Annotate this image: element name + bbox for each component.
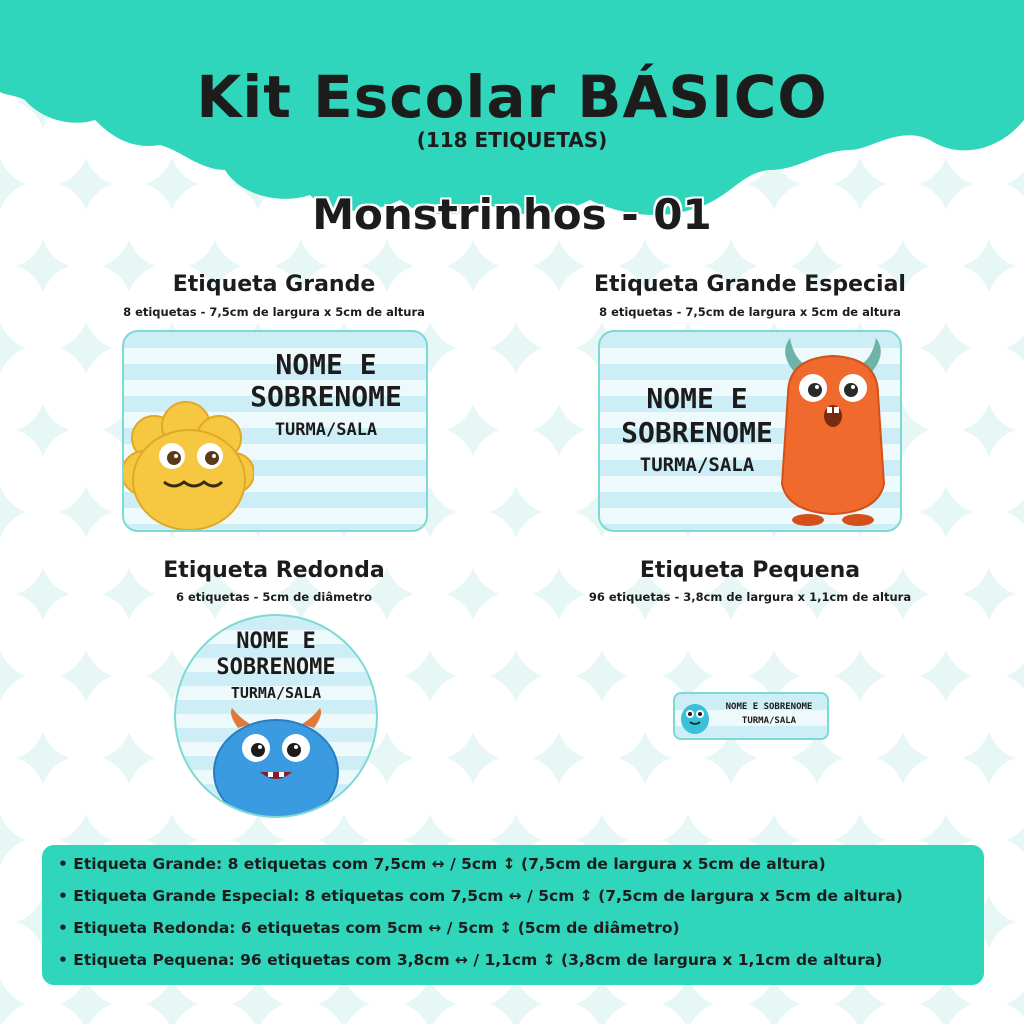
blue-monster-icon	[206, 708, 346, 818]
label-surname: SOBRENOME	[216, 655, 336, 680]
star-decoration	[533, 732, 585, 784]
info-line-grande: • Etiqueta Grande: 8 etiquetas com 7,5cm ↔ / 5cm ↕ (7,5cm de largura x 5cm de altura)	[58, 855, 826, 873]
label-name: NOME E	[275, 348, 377, 381]
star-decoration	[834, 650, 886, 702]
star-decoration	[17, 732, 69, 784]
info-box	[42, 845, 984, 985]
section-title-especial: Etiqueta Grande Especial	[594, 272, 906, 297]
star-decoration	[60, 486, 112, 538]
label-class: TURMA/SALA	[230, 684, 322, 702]
label-name: NOME E	[646, 382, 748, 415]
section-title-grande: Etiqueta Grande	[172, 272, 376, 297]
section-desc-especial: 8 etiquetas - 7,5cm de largura x 5cm de altura	[599, 305, 901, 319]
label-surname: SOBRENOME	[621, 416, 773, 449]
star-decoration	[533, 404, 585, 456]
theme-title: Monstrinhos - 01	[312, 190, 712, 239]
star-decoration	[920, 650, 972, 702]
label-class: TURMA/SALA	[274, 420, 378, 440]
page-subtitle: (118 ETIQUETAS)	[416, 128, 608, 152]
star-decoration	[1006, 814, 1024, 866]
star-decoration	[0, 814, 26, 866]
page-title: Kit Escolar BÁSICO	[196, 63, 828, 131]
blue-monster-icon	[677, 697, 713, 735]
star-decoration	[920, 486, 972, 538]
star-decoration	[1006, 978, 1024, 1024]
section-title-redonda: Etiqueta Redonda	[163, 558, 385, 583]
star-decoration	[17, 404, 69, 456]
section-desc-grande: 8 etiquetas - 7,5cm de largura x 5cm de altura	[123, 305, 425, 319]
info-line-especial: • Etiqueta Grande Especial: 8 etiquetas com 7,5cm ↔ / 5cm ↕ (7,5cm de largura x 5cm de altura)	[58, 887, 903, 905]
star-decoration	[576, 650, 628, 702]
section-desc-redonda: 6 etiquetas - 5cm de diâmetro	[176, 590, 372, 604]
label-pequena-preview	[673, 692, 829, 740]
star-decoration	[60, 322, 112, 374]
star-decoration	[490, 322, 542, 374]
label-redonda-preview	[174, 614, 378, 818]
star-decoration	[490, 650, 542, 702]
star-decoration	[103, 732, 155, 784]
star-decoration	[963, 240, 1015, 292]
star-decoration	[1006, 322, 1024, 374]
star-decoration	[0, 650, 26, 702]
orange-monster-icon	[768, 334, 898, 526]
info-line-redonda: • Etiqueta Redonda: 6 etiquetas com 5cm ↔ / 5cm ↕ (5cm de diâmetro)	[58, 919, 680, 937]
star-decoration	[60, 650, 112, 702]
star-decoration	[447, 404, 499, 456]
star-decoration	[619, 732, 671, 784]
star-decoration	[0, 978, 26, 1024]
star-decoration	[404, 650, 456, 702]
star-decoration	[0, 486, 26, 538]
star-decoration	[1006, 486, 1024, 538]
star-decoration	[490, 486, 542, 538]
star-decoration	[963, 568, 1015, 620]
label-surname: SOBRENOME	[250, 380, 402, 413]
star-decoration	[877, 732, 929, 784]
label-grande-preview	[122, 330, 428, 532]
label-name: NOME E SOBRENOME	[725, 702, 813, 712]
yellow-monster-icon	[124, 398, 254, 530]
label-class: TURMA/SALA	[639, 454, 755, 476]
section-title-pequena: Etiqueta Pequena	[639, 558, 861, 583]
star-decoration	[0, 322, 26, 374]
star-decoration	[963, 404, 1015, 456]
star-decoration	[920, 322, 972, 374]
section-desc-pequena: 96 etiquetas - 3,8cm de largura x 1,1cm de altura	[588, 590, 912, 604]
star-decoration	[963, 732, 1015, 784]
label-class: TURMA/SALA	[741, 716, 797, 726]
star-decoration	[447, 732, 499, 784]
info-line-pequena: • Etiqueta Pequena: 96 etiquetas com 3,8cm ↔ / 1,1cm ↕ (3,8cm de largura x 1,1cm de altura)	[58, 951, 883, 969]
star-decoration	[1006, 650, 1024, 702]
label-name: NOME E	[236, 629, 316, 654]
